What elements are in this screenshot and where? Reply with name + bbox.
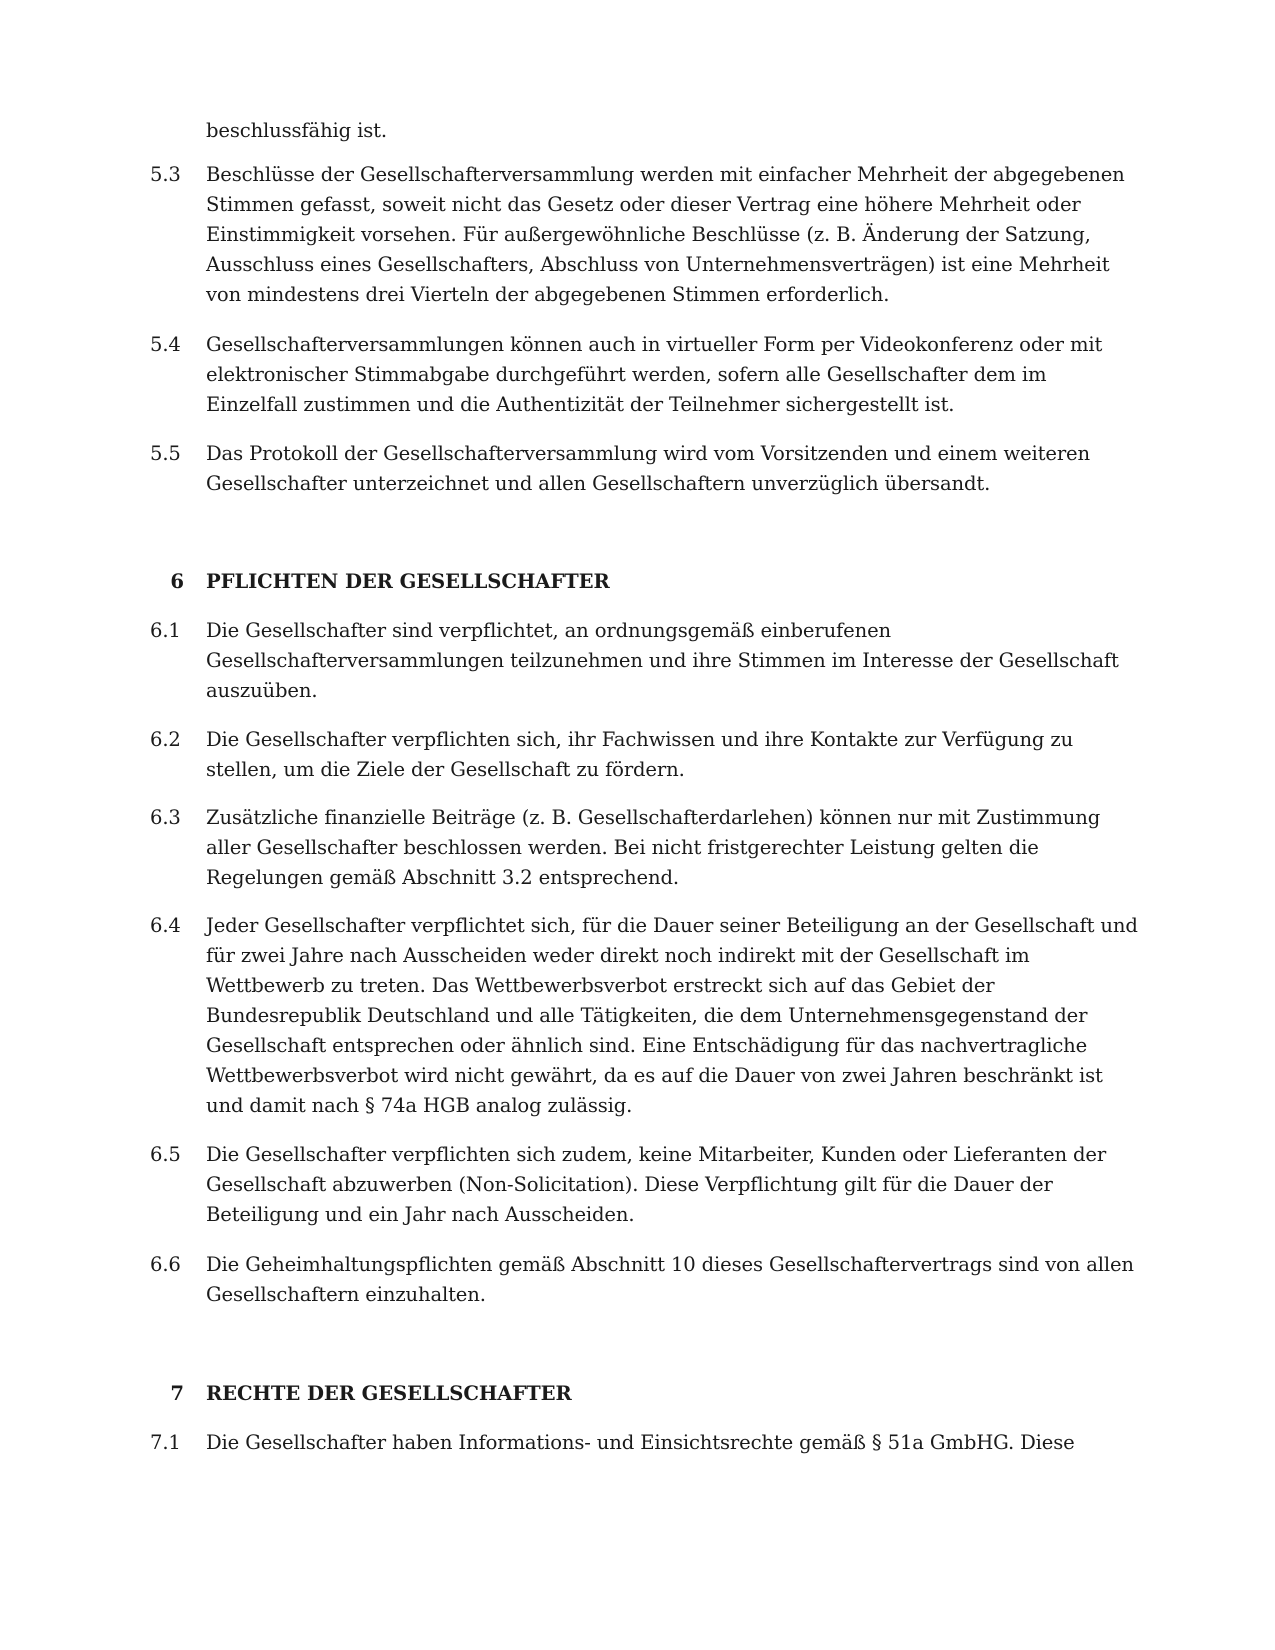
- clause-line: Ausschluss eines Gesellschafters, Abschluss von Unternehmensverträgen) ist eine Mehrheit: [206, 253, 1110, 276]
- clause-number: 6.4: [150, 914, 181, 937]
- clause-number: 5.4: [150, 333, 181, 356]
- clause-line: Wettbewerb zu treten. Das Wettbewerbsverbot erstreckt sich auf das Gebiet der: [206, 974, 995, 997]
- clause-line: Gesellschaft abzuwerben (Non-Solicitation). Diese Verpflichtung gilt für die Dauer der: [206, 1173, 1053, 1196]
- clause-line: Gesellschafter unterzeichnet und allen Gesellschaftern unverzüglich übersandt.: [206, 472, 991, 495]
- clause-line: Beschlüsse der Gesellschafterversammlung werden mit einfacher Mehrheit der abgegebenen: [206, 163, 1125, 186]
- clause-number: 7.1: [150, 1431, 181, 1454]
- clause-number: 5.3: [150, 163, 181, 186]
- clause-line: Wettbewerbsverbot wird nicht gewährt, da es auf die Dauer von zwei Jahren beschränkt ist: [206, 1064, 1103, 1087]
- clause-line: stellen, um die Ziele der Gesellschaft zu fördern.: [206, 758, 685, 781]
- clause-line: Das Protokoll der Gesellschafterversammlung wird vom Vorsitzenden und einem weiteren: [206, 442, 1090, 465]
- clause-line: elektronischer Stimmabgabe durchgeführt werden, sofern alle Gesellschafter dem im: [206, 363, 1047, 386]
- clause-number: 6.2: [150, 728, 181, 751]
- clause-line: Die Geheimhaltungspflichten gemäß Abschnitt 10 dieses Gesellschaftervertrags sind von allen: [206, 1253, 1134, 1276]
- clause-line: Gesellschafterversammlungen teilzunehmen und ihre Stimmen im Interesse der Gesellschaft: [206, 649, 1119, 672]
- clause-line: Regelungen gemäß Abschnitt 3.2 entsprechend.: [206, 866, 679, 889]
- clause-line: für zwei Jahre nach Ausscheiden weder direkt noch indirekt mit der Gesellschaft im: [206, 944, 1030, 967]
- clause-number: 6.1: [150, 619, 181, 642]
- clause-number: 6.3: [150, 806, 181, 829]
- clause-line: Die Gesellschafter verpflichten sich zudem, keine Mitarbeiter, Kunden oder Lieferanten der: [206, 1143, 1107, 1166]
- clause-line: von mindestens drei Vierteln der abgegebenen Stimmen erforderlich.: [206, 283, 890, 306]
- clause-number: 6.6: [150, 1253, 181, 1276]
- clause-line: Gesellschafterversammlungen können auch in virtueller Form per Videokonferenz oder mit: [206, 333, 1103, 356]
- clause-line: Gesellschaftern einzuhalten.: [206, 1283, 486, 1306]
- clause-line: Bundesrepublik Deutschland und alle Tätigkeiten, die dem Unternehmensgegenstand der: [206, 1004, 1088, 1027]
- clause-line: aller Gesellschafter beschlossen werden. Bei nicht fristgerechter Leistung gelten die: [206, 836, 1039, 859]
- clause-line: Einstimmigkeit vorsehen. Für außergewöhnliche Beschlüsse (z. B. Änderung der Satzung,: [206, 223, 1091, 246]
- clause-number: 5.5: [150, 442, 181, 465]
- clause-line: und damit nach § 74a HGB analog zulässig.: [206, 1094, 633, 1117]
- clause-line: Die Gesellschafter sind verpflichtet, an ordnungsgemäß einberufenen: [206, 619, 891, 642]
- clause-line: Zusätzliche finanzielle Beiträge (z. B. Gesellschafterdarlehen) können nur mit Zustimmung: [206, 806, 1101, 829]
- clause-line: Beteiligung und ein Jahr nach Ausscheiden.: [206, 1203, 635, 1226]
- clause-line: Einzelfall zustimmen und die Authentizität der Teilnehmer sichergestellt ist.: [206, 393, 955, 416]
- section-number: 7: [170, 1382, 184, 1405]
- clause-line: Gesellschaft entsprechen oder ähnlich sind. Eine Entschädigung für das nachvertragliche: [206, 1034, 1088, 1057]
- section-number: 6: [170, 570, 184, 593]
- clause-line: Die Gesellschafter verpflichten sich, ihr Fachwissen und ihre Kontakte zur Verfügung zu: [206, 728, 1074, 751]
- clause-line: auszuüben.: [206, 679, 318, 702]
- clause-line: Stimmen gefasst, soweit nicht das Gesetz oder dieser Vertrag eine höhere Mehrheit oder: [206, 193, 1081, 216]
- section-title: PFLICHTEN DER GESELLSCHAFTER: [206, 570, 610, 593]
- clause-line: Die Gesellschafter haben Informations- und Einsichtsrechte gemäß § 51a GmbHG. Diese: [206, 1431, 1075, 1454]
- continuation-text: beschlussfähig ist.: [206, 119, 387, 142]
- clause-number: 6.5: [150, 1143, 181, 1166]
- section-title: RECHTE DER GESELLSCHAFTER: [206, 1382, 572, 1405]
- clause-line: Jeder Gesellschafter verpflichtet sich, für die Dauer seiner Beteiligung an der Gesellschaft und: [206, 914, 1138, 937]
